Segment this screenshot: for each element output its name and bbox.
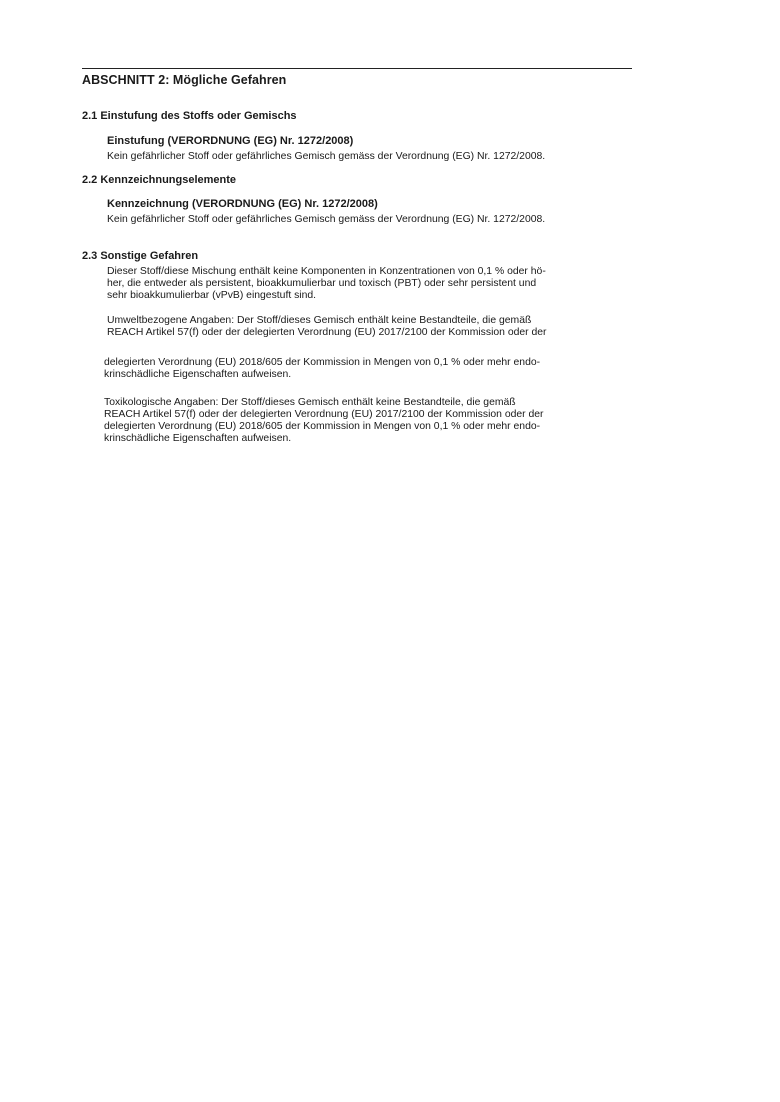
labelling-text: Kein gefährlicher Stoff oder gefährliches Gemisch gemäss der Verordnung (EG) Nr. 1272/2008. [107,214,546,225]
environmental-text-line: REACH Artikel 57(f) oder der delegierten Verordnung (EU) 2017/2100 der Kommission oder der [107,327,547,338]
environmental-text-line: delegierten Verordnung (EU) 2018/605 der Kommission in Mengen von 0,1 % oder mehr endo- [104,357,541,368]
pbt-text-line: Dieser Stoff/diese Mischung enthält keine Komponenten in Konzentrationen von 0,1 % oder hö- [107,266,546,277]
toxicological-text-line: Toxikologische Angaben: Der Stoff/dieses Gemisch enthält keine Bestandteile, die gemäß [104,397,516,408]
labelling-heading: Kennzeichnung (VERORDNUNG (EG) Nr. 1272/2008) [107,198,378,210]
environmental-text-line: krinschädliche Eigenschaften aufweisen. [104,369,292,380]
environmental-text-line: Umweltbezogene Angaben: Der Stoff/dieses Gemisch enthält keine Bestandteile, die gemäß [107,315,532,326]
pbt-text-line: sehr bioakkumulierbar (vPvB) eingestuft sind. [107,290,317,301]
toxicological-text-line: krinschädliche Eigenschaften aufweisen. [104,433,292,444]
section-divider [82,68,632,69]
toxicological-text-line: delegierten Verordnung (EU) 2018/605 der Kommission in Mengen von 0,1 % oder mehr endo- [104,421,541,432]
subsection-heading-2-2: 2.2 Kennzeichnungselemente [82,174,237,186]
subsection-heading-2-3: 2.3 Sonstige Gefahren [82,250,199,262]
pbt-text-line: her, die entweder als persistent, bioakkumulierbar und toxisch (PBT) oder sehr persistent und [107,278,537,289]
toxicological-text-line: REACH Artikel 57(f) oder der delegierten Verordnung (EU) 2017/2100 der Kommission oder der [104,409,544,420]
subsection-heading-2-1: 2.1 Einstufung des Stoffs oder Gemischs [82,110,297,122]
classification-text: Kein gefährlicher Stoff oder gefährliches Gemisch gemäss der Verordnung (EG) Nr. 1272/2008. [107,151,546,162]
section-title: ABSCHNITT 2: Mögliche Gefahren [82,73,287,87]
classification-heading: Einstufung (VERORDNUNG (EG) Nr. 1272/2008) [107,135,354,147]
